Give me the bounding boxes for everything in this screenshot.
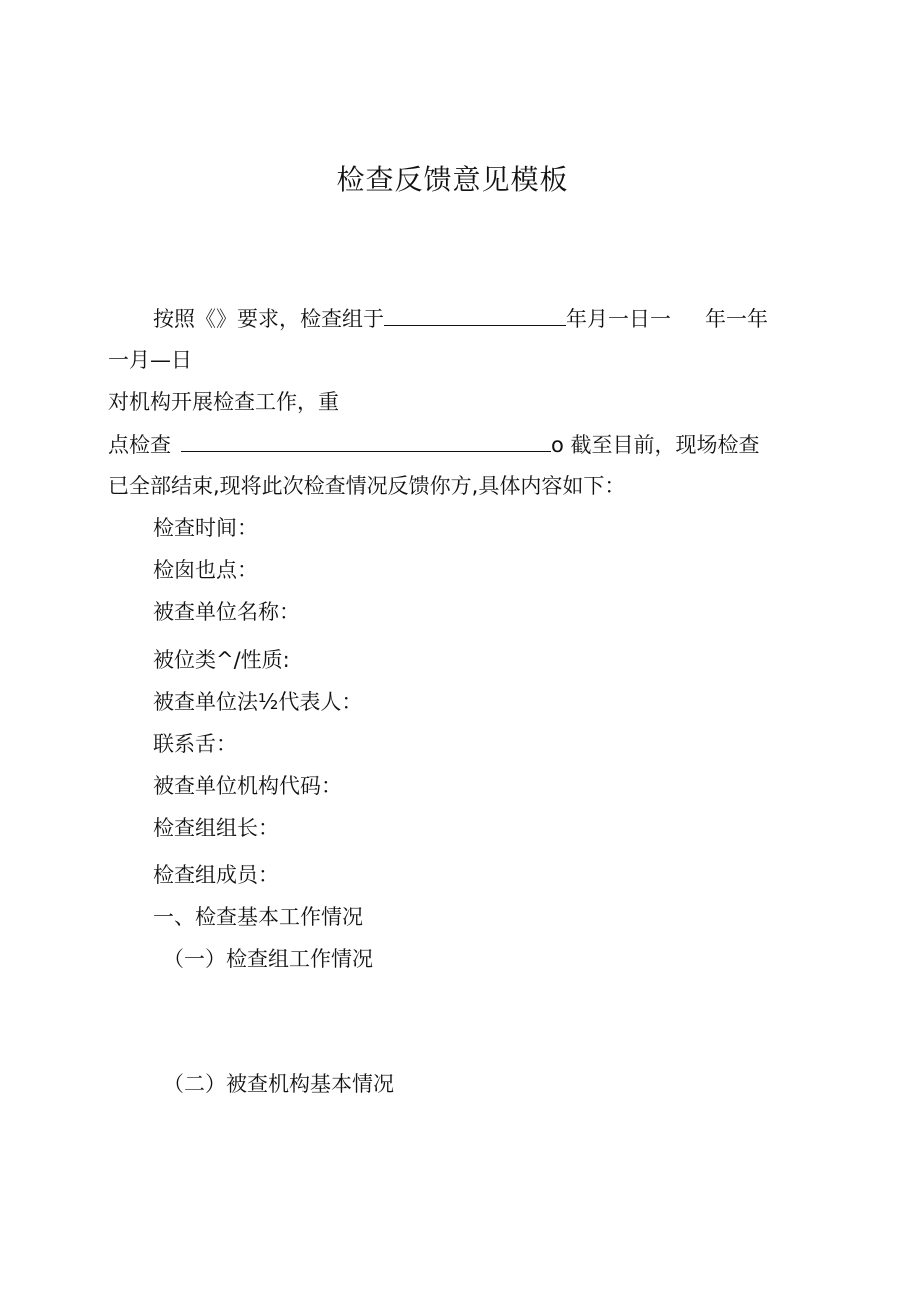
- field-inspection-time: 检查时间：: [153, 516, 258, 540]
- section-heading-1-1: （一）检查组工作情况: [163, 947, 373, 971]
- field-contact: 联系舌：: [153, 732, 237, 756]
- intro-text-3: 年一年: [705, 307, 768, 331]
- intro-line-5: 已全部结束,现将此次检查情况反馈你方,具体内容如下：: [108, 474, 626, 498]
- field-legal-representative: 被查单位法½代表人：: [153, 690, 363, 714]
- intro-line-1: [153, 303, 768, 334]
- date-blank: [384, 303, 566, 326]
- intro-line-3: 对机构开展检查工作，重: [108, 390, 339, 414]
- document-title: 检查反馈意见模板: [336, 163, 569, 196]
- field-inspection-location: 检囱也点：: [153, 558, 258, 582]
- intro-text-4b: o 截至目前，现场检查: [551, 433, 760, 457]
- intro-text-1: 按照《》要求，检查组于: [153, 307, 384, 331]
- intro-text-4a: 点检查: [108, 433, 171, 457]
- intro-line-4: [108, 429, 760, 460]
- field-unit-name: 被查单位名称：: [153, 600, 300, 624]
- field-org-code: 被查单位机构代码：: [153, 774, 342, 798]
- section-heading-1-2: （二）被查机构基本情况: [163, 1072, 394, 1096]
- intro-line-2: 一月—日: [108, 348, 192, 372]
- intro-text-2: 年月一日一: [566, 307, 671, 331]
- section-heading-1: 一、检查基本工作情况: [153, 905, 363, 929]
- field-team-members: 检查组成员：: [153, 863, 279, 887]
- field-team-leader: 检查组组长：: [153, 816, 279, 840]
- focus-blank: [181, 429, 551, 452]
- field-unit-type: 被位类^/性质:: [153, 648, 290, 672]
